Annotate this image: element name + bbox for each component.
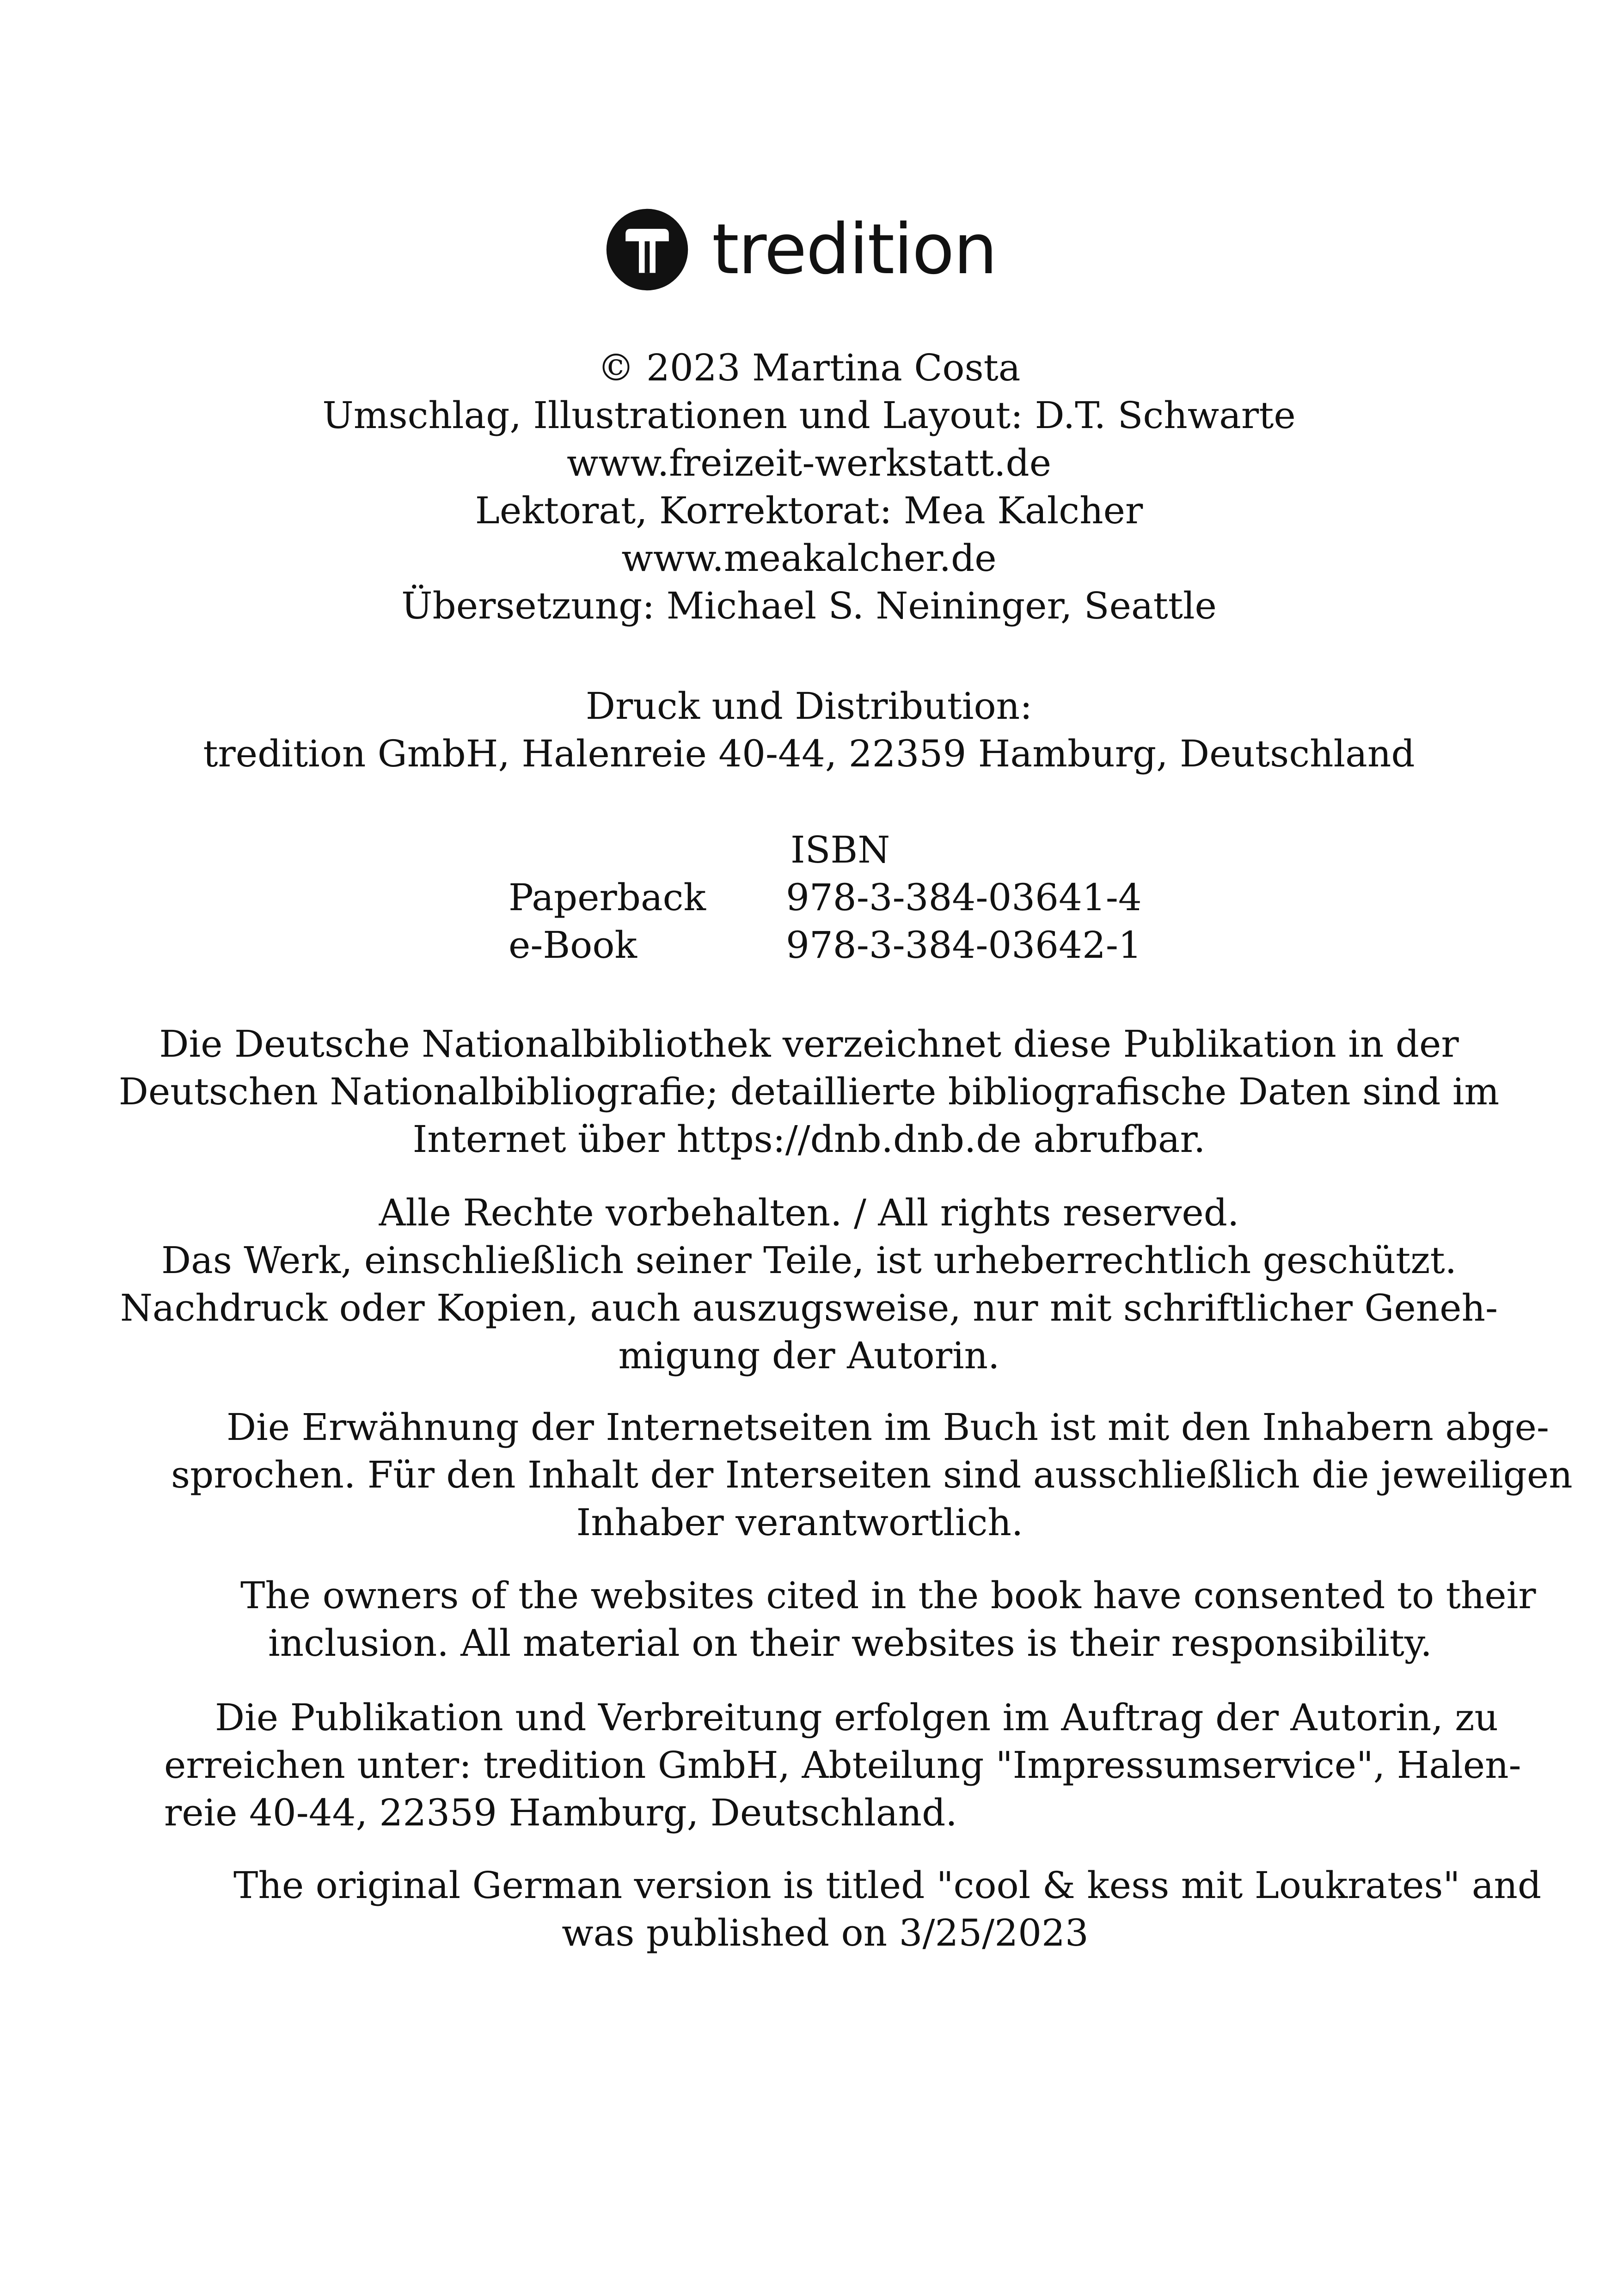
publication-line: erreichen unter: tredition GmbH, Abteilung "Impressumservice", Halen- <box>164 1744 1521 1787</box>
isbn-format: e-Book <box>509 924 637 967</box>
isbn-table <box>509 874 1156 969</box>
distribution-address: tredition GmbH, Halenreie 40-44, 22359 Hamburg, Deutschland <box>203 732 1415 775</box>
websites-notice-de <box>171 1403 1573 1546</box>
cover-layout-credit: Umschlag, Illustrationen und Layout: D.T. Schwarte <box>322 394 1296 437</box>
distribution-block <box>0 682 1618 778</box>
cover-layout-url: www.freizeit-werkstatt.de <box>566 441 1052 484</box>
original-version-line: was published on 3/25/2023 <box>562 1911 1089 1954</box>
publisher-logo <box>606 203 997 296</box>
rights-line: Nachdruck oder Kopien, auch auszugsweise, nur mit schriftlicher Geneh- <box>120 1286 1498 1329</box>
original-version-notice <box>233 1861 1542 1957</box>
rights-line: migung der Autorin. <box>618 1334 1000 1377</box>
websites-de-line: Die Erwähnung der Internetseiten im Buch ist mit den Inhabern abge- <box>227 1406 1549 1449</box>
websites-de-line: sprochen. Für den Inhalt der Interseiten sind ausschließlich die jeweiligen <box>171 1453 1573 1496</box>
dnb-notice-line: Die Deutsche Nationalbibliothek verzeichnet diese Publikation in der <box>159 1022 1459 1065</box>
publication-notice <box>164 1694 1521 1837</box>
dnb-notice-line: Internet über https://dnb.dnb.de abrufbar. <box>412 1118 1206 1161</box>
isbn-heading-wrap <box>791 826 890 874</box>
rights-line: Das Werk, einschließlich seiner Teile, ist urheberrechtlich geschützt. <box>161 1239 1457 1282</box>
websites-en-line: inclusion. All material on their websites is their responsibility. <box>268 1622 1432 1665</box>
isbn-heading: ISBN <box>791 828 890 871</box>
isbn-row <box>509 874 1156 921</box>
websites-en-line: The owners of the websites cited in the book have consented to their <box>240 1574 1536 1617</box>
dnb-notice <box>0 1020 1618 1163</box>
publication-line: Die Publikation und Verbreitung erfolgen im Auftrag der Autorin, zu <box>215 1696 1498 1739</box>
websites-de-line: Inhaber verantwortlich. <box>576 1501 1024 1544</box>
editing-url: www.meakalcher.de <box>621 537 997 580</box>
editing-credit: Lektorat, Korrektorat: Mea Kalcher <box>475 489 1143 532</box>
rights-line: Alle Rechte vorbehalten. / All rights reserved. <box>379 1191 1239 1234</box>
translation-credit: Übersetzung: Michael S. Neininger, Seattle <box>401 584 1217 627</box>
isbn-number: 978-3-384-03642-1 <box>786 924 1142 967</box>
websites-notice-en <box>240 1572 1536 1667</box>
dnb-notice-line: Deutschen Nationalbibliografie; detaillierte bibliografische Daten sind im <box>118 1070 1500 1113</box>
rights-notice <box>0 1189 1618 1379</box>
publication-line: reie 40-44, 22359 Hamburg, Deutschland. <box>164 1791 957 1834</box>
credits-block <box>0 344 1618 630</box>
isbn-format: Paperback <box>509 876 706 919</box>
publisher-wordmark: tredition <box>712 209 997 290</box>
original-version-line: The original German version is titled "cool & kess mit Loukrates" and <box>233 1864 1542 1907</box>
distribution-heading: Druck und Distribution: <box>585 685 1033 728</box>
isbn-number: 978-3-384-03641-4 <box>786 876 1142 919</box>
isbn-row <box>509 921 1156 969</box>
tredition-t-circle-icon <box>606 208 689 291</box>
copyright-line: © 2023 Martina Costa <box>597 346 1021 389</box>
